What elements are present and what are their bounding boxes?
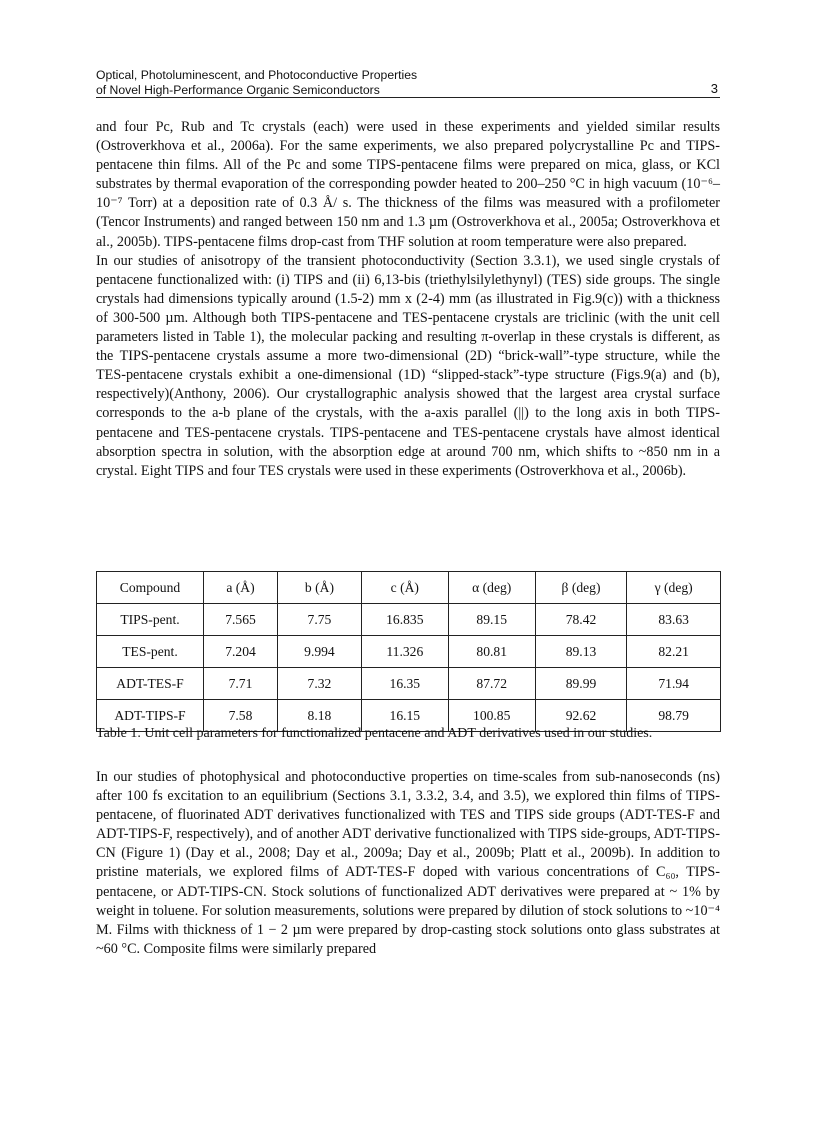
table-cell: TES-pent.: [97, 636, 204, 668]
paragraph-3: In our studies of photophysical and photoconductive properties on time-scales from sub-nanoseconds (ns) after 100 fs excitation to an equilibrium (Sections 3.1, 3.3.2, 3.4, and 3.5), we explored thin films of TIPS-pentacene, of fluorinated ADT derivatives functionalized with TES and TIPS side groups (ADT-TES-F and ADT-TIPS-F, respectively), and of another ADT derivative functionalized with TIPS side-groups, ADT-TIPS-CN (Figure 1) (Day et al., 2008; Day et al., 2009a; Day et al., 2009b; Platt et al., 2009b). In addition to pristine materials, we explored films of ADT-TES-F doped with various concentrations of C₆₀, TIPS-pentacene, or ADT-TIPS-CN. Stock solutions of functionalized ADT derivatives were prepared at ~ 1% by weight in toluene. For solution measurements, solutions were prepared by dilution of stock solutions to ~10⁻⁴ M. Films with thickness of 1 − 2 µm were prepared by drop-casting stock solutions onto glass substrates at ~60 °C. Composite films were similarly prepared: [96, 769, 720, 957]
table-header-cell: c (Å): [361, 572, 448, 604]
table-cell: 11.326: [361, 636, 448, 668]
table-cell: 89.15: [448, 604, 535, 636]
table-cell: 7.75: [278, 604, 362, 636]
table-row: [97, 636, 721, 668]
paragraph-2: In our studies of anisotropy of the transient photoconductivity (Section 3.3.1), we used single crystals of pentacene functionalized with: (i) TIPS and (ii) 6,13-bis (triethylsilylethynyl) (TES) side groups. The single crystals had dimensions typically around (1.5-2) mm x (2-4) mm (as illustrated in Fig.9(c)) with a thickness of 300-500 µm. Although both TIPS-pentacene and TES-pentacene crystals are triclinic (with the unit cell parameters listed in Table 1), the molecular packing and resulting π-overlap in these crystals is different, as the TIPS-pentacene crystals assume a more two-dimensional (2D) “brick-wall”-type structure, while the TES-pentacene crystals exhibit a one-dimensional (1D) “slipped-stack”-type structure (Figs.9(a) and (b), respectively)(Anthony, 2006). Our crystallographic analysis showed that the largest area crystal surface corresponds to the a-b plane of the crystals, with the a-axis parallel (||) to the long axis in both TIPS-pentacene and TES-pentacene crystals. TIPS-pentacene and TES-pentacene crystals have almost identical absorption spectra in solution, with the absorption edge at around 700 nm, which shifts to ~850 nm in a crystal. Eight TIPS and four TES crystals were used in these experiments (Ostroverkhova et al., 2006b).: [96, 252, 720, 479]
table-header-cell: b (Å): [278, 572, 362, 604]
table-cell: 83.63: [627, 604, 721, 636]
table-row: [97, 604, 721, 636]
table-cell: 7.565: [203, 604, 277, 636]
table-row: [97, 668, 721, 700]
table-cell: 16.15: [361, 700, 448, 732]
table-header-cell: β (deg): [535, 572, 627, 604]
table-cell: 9.994: [278, 636, 362, 668]
header-title-line-2: of Novel High-Performance Organic Semiconductors: [96, 82, 380, 97]
body-text-top: [96, 118, 720, 481]
table-header-cell: γ (deg): [627, 572, 721, 604]
table-cell: 71.94: [627, 668, 721, 700]
body-text-bottom: [96, 768, 720, 959]
paragraph-1: and four Pc, Rub and Tc crystals (each) were used in these experiments and yielded similar results (Ostroverkhova et al., 2006a). For the same experiments, we also prepared polycrystalline Pc and TIPS-pentacene thin films. All of the Pc and some TIPS-pentacene films were prepared on mica, glass, or KCl substrates by thermal evaporation of the corresponding powder heated to 200–250 °C in high vacuum (10⁻⁶–10⁻⁷ Torr) at a deposition rate of 0.3 Å/ s. The thickness of the films was measured with a profilometer (Tencor Instruments) and ranged between 150 nm and 1.3 µm (Ostroverkhova et al., 2005a; Ostroverkhova et al., 2005b). TIPS-pentacene films drop-cast from THF solution at room temperature were also prepared.: [96, 119, 720, 250]
table-header-row: [97, 572, 721, 604]
table-cell: 8.18: [278, 700, 362, 732]
table-cell: TIPS-pent.: [97, 604, 204, 636]
table-cell: 89.13: [535, 636, 627, 668]
table-cell: 92.62: [535, 700, 627, 732]
header-title-line-1: Optical, Photoluminescent, and Photoconductive Properties: [96, 68, 418, 82]
page-number: 3: [710, 81, 718, 96]
table-cell: 16.35: [361, 668, 448, 700]
table-cell: 89.99: [535, 668, 627, 700]
table-cell: 82.21: [627, 636, 721, 668]
table-header-cell: α (deg): [448, 572, 535, 604]
table-cell: ADT-TES-F: [97, 668, 204, 700]
running-header: [96, 68, 720, 97]
table-cell: 7.32: [278, 668, 362, 700]
table-header-cell: Compound: [97, 572, 204, 604]
unit-cell-table: [96, 571, 721, 732]
table-cell: 78.42: [535, 604, 627, 636]
table-cell: 100.85: [448, 700, 535, 732]
table-cell: 98.79: [627, 700, 721, 732]
header-rule: [96, 97, 720, 98]
table-cell: 7.204: [203, 636, 277, 668]
table-cell: 80.81: [448, 636, 535, 668]
table-cell: ADT-TIPS-F: [97, 700, 204, 732]
table-header-cell: a (Å): [203, 572, 277, 604]
table-caption: Table 1. Unit cell parameters for functionalized pentacene and ADT derivatives used in our studies.: [96, 726, 653, 741]
table-cell: 16.835: [361, 604, 448, 636]
table-cell: 7.71: [203, 668, 277, 700]
table-cell: 7.58: [203, 700, 277, 732]
table-cell: 87.72: [448, 668, 535, 700]
